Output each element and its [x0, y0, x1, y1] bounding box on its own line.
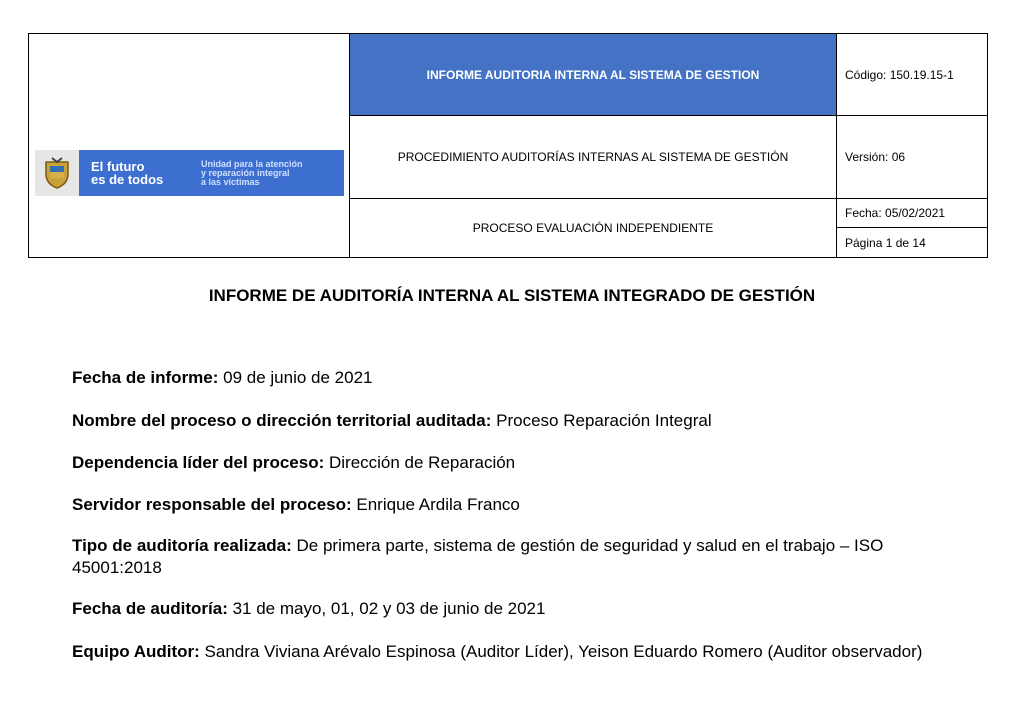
field-label: Servidor responsable del proceso: — [72, 495, 352, 514]
field-lead-department — [72, 452, 515, 474]
logo-slogan — [91, 160, 191, 186]
field-audit-team — [72, 641, 952, 663]
document-version: Versión: 06 — [837, 116, 987, 199]
document-header-table — [28, 33, 988, 258]
unit-line-2: y reparación integral — [201, 167, 290, 178]
field-value: Proceso Reparación Integral — [491, 411, 712, 430]
field-report-date — [72, 367, 373, 389]
field-process-name — [72, 410, 712, 432]
field-value: Enrique Ardila Franco — [351, 495, 520, 514]
field-label: Fecha de informe: — [72, 368, 219, 387]
field-value: Dirección de Reparación — [324, 453, 516, 472]
institution-logo — [35, 150, 344, 196]
field-audit-type — [72, 535, 952, 579]
slogan-line-1: El futuro — [91, 159, 145, 174]
header-middle-column — [350, 34, 837, 257]
header-right-column — [837, 34, 987, 257]
field-responsible-officer — [72, 494, 520, 516]
unit-line-3: a las víctimas — [201, 176, 260, 187]
field-label: Fecha de auditoría: — [72, 599, 228, 618]
field-label: Equipo Auditor: — [72, 642, 200, 661]
field-value: 31 de mayo, 01, 02 y 03 de junio de 2021 — [227, 599, 546, 618]
field-audit-date — [72, 598, 545, 620]
field-value: 09 de junio de 2021 — [218, 368, 373, 387]
document-date: Fecha: 05/02/2021 — [837, 199, 987, 228]
unit-line-1: Unidad para la atención — [201, 158, 303, 169]
slogan-line-2: es de todos — [91, 172, 164, 187]
field-label: Nombre del proceso o dirección territorial auditada: — [72, 411, 492, 430]
logo-unit-name — [201, 160, 341, 187]
logo-cell — [29, 34, 350, 257]
field-label: Dependencia líder del proceso: — [72, 453, 325, 472]
header-process-cell: PROCESO EVALUACIÓN INDEPENDIENTE — [472, 221, 714, 235]
header-title-cell: INFORME AUDITORIA INTERNA AL SISTEMA DE GESTION — [350, 34, 836, 116]
page-number: Página 1 de 14 — [845, 235, 926, 250]
report-title: INFORME DE AUDITORÍA INTERNA AL SISTEMA INTEGRADO DE GESTIÓN — [208, 286, 816, 305]
field-value: Sandra Viviana Arévalo Espinosa (Auditor Líder), Yeison Eduardo Romero (Auditor observador) — [199, 642, 923, 661]
document-code: Código: 150.19.15-1 — [837, 34, 987, 116]
field-label: Tipo de auditoría realizada: — [72, 536, 292, 555]
header-procedure-cell: PROCEDIMIENTO AUDITORÍAS INTERNAS AL SISTEMA DE GESTIÓN — [350, 116, 836, 199]
field-value: De primera parte, sistema de gestión de seguridad y salud en el trabajo – ISO 45001:2018 — [72, 536, 884, 577]
coat-of-arms-icon — [35, 150, 79, 196]
